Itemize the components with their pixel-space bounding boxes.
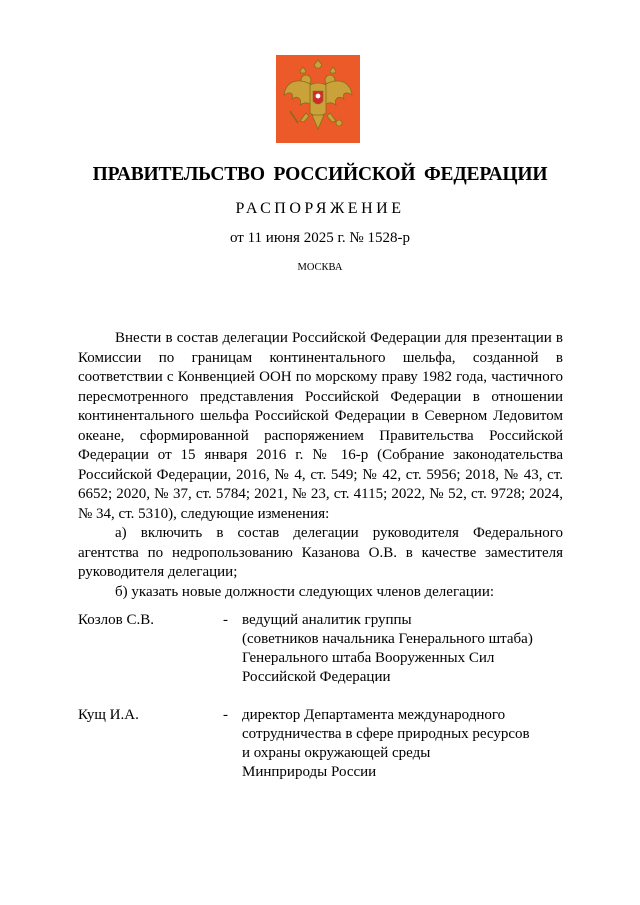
document-type: РАСПОРЯЖЕНИЕ — [235, 200, 405, 217]
member-position-line: сотрудничества в сфере природных ресурсов — [242, 726, 530, 742]
member-name: Кущ И.А. — [78, 707, 139, 723]
member-position-line: ведущий аналитик группы — [242, 612, 412, 628]
member-dash: - — [223, 707, 228, 723]
member-position-line: (советников начальника Генерального штаба) — [242, 631, 533, 647]
member-entry — [78, 706, 563, 782]
member-name: Козлов С.В. — [78, 612, 155, 628]
delegation-members-list — [78, 611, 563, 801]
member-position-line: Российской Федерации — [242, 669, 391, 685]
member-position-line: Генерального штаба Вооруженных Сил — [242, 650, 495, 666]
member-dash: - — [223, 612, 228, 628]
item-a-paragraph: а) включить в состав делегации руководителя Федерального агентства по недропользованию Казанова О.В. в качестве заместителя руководителя делегации; — [78, 525, 563, 580]
member-entry — [78, 611, 563, 687]
item-b-paragraph: б) указать новые должности следующих членов делегации: — [115, 583, 495, 600]
coat-of-arms-icon — [276, 55, 360, 143]
member-position-line: Минприроды России — [242, 764, 377, 780]
double-headed-eagle-icon — [276, 55, 360, 143]
government-title: ПРАВИТЕЛЬСТВО РОССИЙСКОЙ ФЕДЕРАЦИИ — [92, 164, 548, 185]
intro-paragraph: Внести в состав делегации Российской Федерации для презентации в Комиссии по границам континентального шельфа, созданной в соответствии с Конвенцией ООН по морскому праву 1982 года, частичного пересмотренного представления Российской Федерации в отношении континентального шельфа Российской Федерации в Северном Ледовитом океане, сформированной распоряжением Правительства Российской Федерации от 15 января 2016 г. № 16-р (Собрание законодательства Российской Федерации, 2016, № 4, ст. 549; № 42, ст. 5956; 2018, № 43, ст. 6652; 2020, № 37, ст. 5784; 2021, № 23, ст. 4115; 2022, № 52, ст. 9728; 2024, № 34, ст. 5310), следующие изменения: — [78, 330, 563, 522]
member-position — [242, 706, 563, 782]
document-body — [78, 329, 563, 602]
member-position — [242, 611, 563, 687]
document-date-number: от 11 июня 2025 г. № 1528-р — [230, 230, 410, 246]
document-city: МОСКВА — [297, 262, 343, 273]
member-position-line: и охраны окружающей среды — [242, 745, 431, 761]
member-position-line: директор Департамента международного — [242, 707, 506, 723]
